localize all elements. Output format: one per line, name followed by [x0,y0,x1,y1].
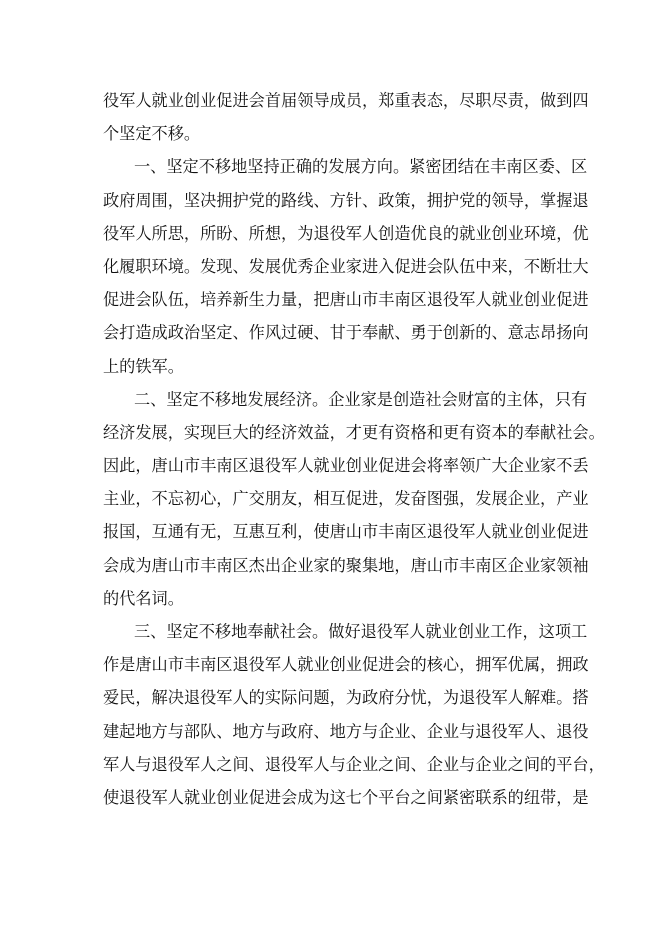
text-line: 军人与退役军人之间、退役军人与企业之间、企业与企业之间的平台， [103,754,605,774]
text-line: 经济发展，实现巨大的经济效益，才更有资格和更有资本的奉献社会。 [103,422,605,442]
text-line: 爱民，解决退役军人的实际问题，为政府分忧，为退役军人解难。搭 [103,688,589,708]
text-line: 的代名词。 [103,588,184,608]
paragraph-3-start: 三、坚定不移地奉献社会。做好退役军人就业创业工作，这项工 [134,622,588,641]
text-line: 个坚定不移。 [103,124,201,144]
document-body [103,84,605,814]
text-line: 上的铁军。 [103,356,184,376]
text-line: 会成为唐山市丰南区杰出企业家的聚集地，唐山市丰南区企业家领袖 [103,555,589,575]
text-line: 因此，唐山市丰南区退役军人就业创业促进会将率领广大企业家不丢 [103,456,589,476]
text-line: 政府周围，坚决拥护党的路线、方针、政策，拥护党的领导，掌握退 [103,190,589,210]
text-line: 建起地方与部队、地方与政府、地方与企业、企业与退役军人、退役 [103,721,589,741]
text-line: 会打造成政治坚定、作风过硬、甘于奉献、勇于创新的、意志昂扬向 [103,323,589,343]
text-line: 主业，不忘初心，广交朋友，相互促进，发奋图强，发展企业，产业 [103,489,589,509]
text-line: 役军人就业创业促进会首届领导成员，郑重表态，尽职尽责，做到四 [103,91,589,110]
text-line: 使退役军人就业创业促进会成为这七个平台之间紧密联系的纽带，是 [103,787,589,807]
paragraph-1-start: 一、坚定不移地坚持正确的发展方向。紧密团结在丰南区委、区 [134,157,588,177]
text-line: 作是唐山市丰南区退役军人就业创业促进会的核心，拥军优属，拥政 [103,655,589,675]
text-line: 化履职环境。发现、发展优秀企业家进入促进会队伍中来，不断壮大 [103,256,589,276]
paragraph-2-start: 二、坚定不移地发展经济。企业家是创造社会财富的主体，只有 [134,389,588,409]
text-line: 促进会队伍，培养新生力量，把唐山市丰南区退役军人就业创业促进 [103,290,589,310]
text-line: 报国，互通有无，互惠互利，使唐山市丰南区退役军人就业创业促进 [103,522,589,542]
text-line: 役军人所思，所盼、所想，为退役军人创造优良的就业创业环境，优 [103,223,589,243]
